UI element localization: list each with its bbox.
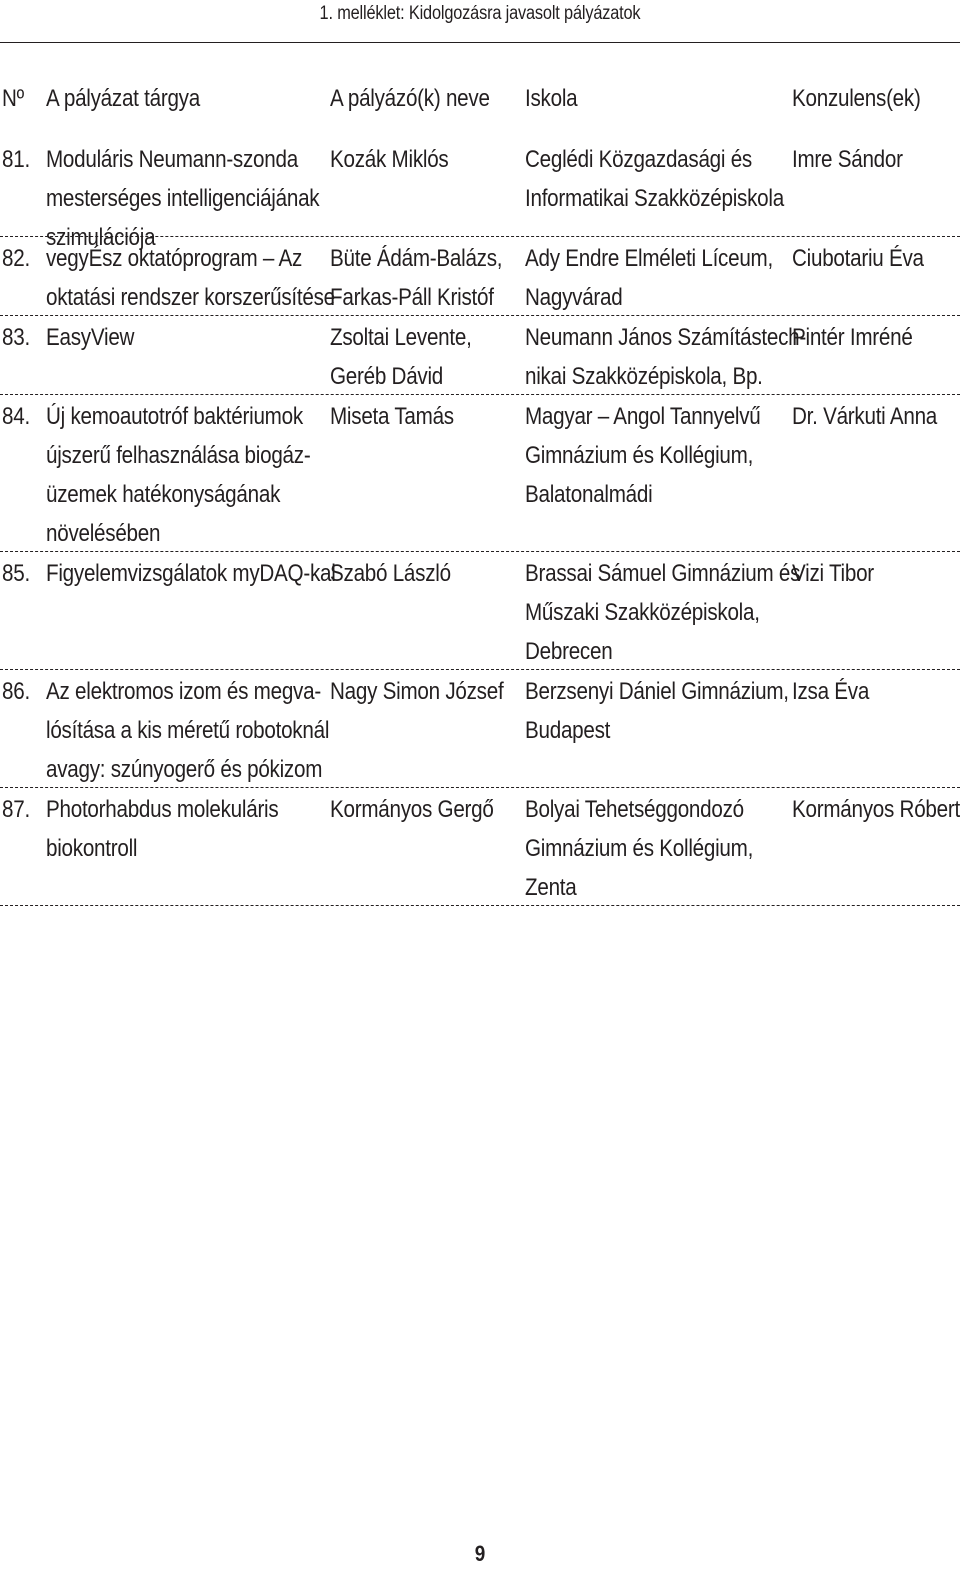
- applicant-line: Büte Ádám-Balázs,: [330, 245, 503, 272]
- school-line: Brassai Sámuel Gimnázium és: [525, 560, 801, 587]
- row-consultant: [792, 672, 869, 711]
- school-line: nikai Szakközépiskola, Bp.: [525, 363, 763, 390]
- school-line: Informatikai Szakközépiskola: [525, 185, 784, 212]
- row-consultant: [792, 318, 913, 357]
- consultant-line: Izsa Éva: [792, 678, 870, 705]
- consultant-line: Vizi Tibor: [792, 560, 874, 587]
- row-consultant: [792, 554, 874, 593]
- row-consultant: [792, 397, 937, 436]
- applicant-line: Miseta Tamás: [330, 403, 454, 430]
- applicant-line: Nagy Simon József: [330, 678, 504, 705]
- row-title: [46, 554, 336, 593]
- school-line: Berzsenyi Dániel Gimnázium,: [525, 678, 789, 705]
- table-row: [0, 395, 960, 552]
- school-line: Budapest: [525, 717, 611, 744]
- table-row: [0, 237, 960, 316]
- row-consultant: [792, 239, 924, 278]
- row-title: [46, 318, 134, 357]
- row-number: 84.: [2, 403, 30, 430]
- title-line: Moduláris Neumann-szonda: [46, 146, 298, 173]
- applicant-line: Geréb Dávid: [330, 363, 444, 390]
- header-school: Iskola: [525, 85, 578, 112]
- title-line: mesterséges intelligenciájának: [46, 185, 320, 212]
- header-rule: [0, 42, 960, 43]
- header-consultant: Konzulens(ek): [792, 85, 921, 112]
- title-line: növelésében: [46, 520, 161, 547]
- school-line: Ceglédi Közgazdasági és: [525, 146, 752, 173]
- row-title: [46, 790, 278, 868]
- title-line: oktatási rendszer korszerűsítése: [46, 284, 335, 311]
- title-line: Az elektromos izom és megva-: [46, 678, 321, 705]
- title-line: avagy: szúnyogerő és pókizom: [46, 756, 323, 783]
- table-row: [0, 552, 960, 670]
- row-school: [525, 239, 773, 317]
- title-line: lósítása a kis méretű robotoknál: [46, 717, 330, 744]
- row-title: [46, 672, 329, 789]
- consultant-line: Pintér Imréné: [792, 324, 913, 351]
- school-line: Balatonalmádi: [525, 481, 653, 508]
- header-number: Nº: [2, 85, 24, 112]
- header-title: A pályázat tárgya: [46, 85, 200, 112]
- row-number: 86.: [2, 678, 30, 705]
- page-number: 9: [474, 1541, 486, 1566]
- row-applicant: [330, 239, 502, 317]
- row-applicant: [330, 672, 503, 711]
- school-line: Bolyai Tehetséggondozó: [525, 796, 744, 823]
- school-line: Magyar – Angol Tannyelvű: [525, 403, 761, 430]
- header-applicant: A pályázó(k) neve: [330, 85, 490, 112]
- applicant-line: Zsoltai Levente,: [330, 324, 472, 351]
- table-row: [0, 138, 960, 251]
- title-line: Figyelemvizsgálatok myDAQ-kal: [46, 560, 336, 587]
- school-line: Debrecen: [525, 638, 613, 665]
- row-school: [525, 790, 753, 907]
- table-header-row: [0, 78, 960, 138]
- title-line: vegyÉsz oktatóprogram – Az: [46, 245, 303, 272]
- row-applicant: [330, 397, 454, 436]
- title-line: EasyView: [46, 324, 135, 351]
- title-line: biokontroll: [46, 835, 138, 862]
- row-school: [525, 140, 784, 218]
- title-line: üzemek hatékonyságának: [46, 481, 281, 508]
- row-number: 85.: [2, 560, 30, 587]
- row-consultant: [792, 140, 903, 179]
- row-number: 82.: [2, 245, 30, 272]
- applicant-line: Farkas-Páll Kristóf: [330, 284, 494, 311]
- consultant-line: Imre Sándor: [792, 146, 903, 173]
- row-applicant: [330, 554, 451, 593]
- row-number: 87.: [2, 796, 30, 823]
- row-applicant: [330, 790, 494, 829]
- school-line: Gimnázium és Kollégium,: [525, 442, 754, 469]
- table-row: [0, 316, 960, 395]
- row-consultant: [792, 790, 960, 829]
- applicant-line: Szabó László: [330, 560, 451, 587]
- school-line: Gimnázium és Kollégium,: [525, 835, 754, 862]
- row-applicant: [330, 140, 448, 179]
- row-school: [525, 554, 800, 671]
- school-line: Neumann János Számítástech-: [525, 324, 806, 351]
- proposal-table: [0, 78, 960, 906]
- title-line: szimulációja: [46, 224, 156, 251]
- row-title: [46, 397, 310, 553]
- applicant-line: Kozák Miklós: [330, 146, 449, 173]
- row-school: [525, 318, 806, 396]
- consultant-line: Kormányos Róbert: [792, 796, 960, 823]
- table-row: [0, 788, 960, 906]
- row-title: [46, 239, 335, 317]
- row-school: [525, 672, 789, 750]
- table-row: [0, 670, 960, 788]
- school-line: Zenta: [525, 874, 577, 901]
- school-line: Nagyvárad: [525, 284, 623, 311]
- row-applicant: [330, 318, 472, 396]
- running-head: 1. melléklet: Kidolgozásra javasolt pályázatok: [319, 3, 641, 24]
- row-school: [525, 397, 761, 514]
- consultant-line: Dr. Várkuti Anna: [792, 403, 938, 430]
- row-number: 81.: [2, 146, 30, 173]
- school-line: Műszaki Szakközépiskola,: [525, 599, 760, 626]
- consultant-line: Ciubotariu Éva: [792, 245, 924, 272]
- title-line: újszerű felhasználása biogáz-: [46, 442, 311, 469]
- title-line: Photorhabdus molekuláris: [46, 796, 279, 823]
- title-line: Új kemoautotróf baktériumok: [46, 403, 303, 430]
- school-line: Ady Endre Elméleti Líceum,: [525, 245, 773, 272]
- row-number: 83.: [2, 324, 30, 351]
- applicant-line: Kormányos Gergő: [330, 796, 494, 823]
